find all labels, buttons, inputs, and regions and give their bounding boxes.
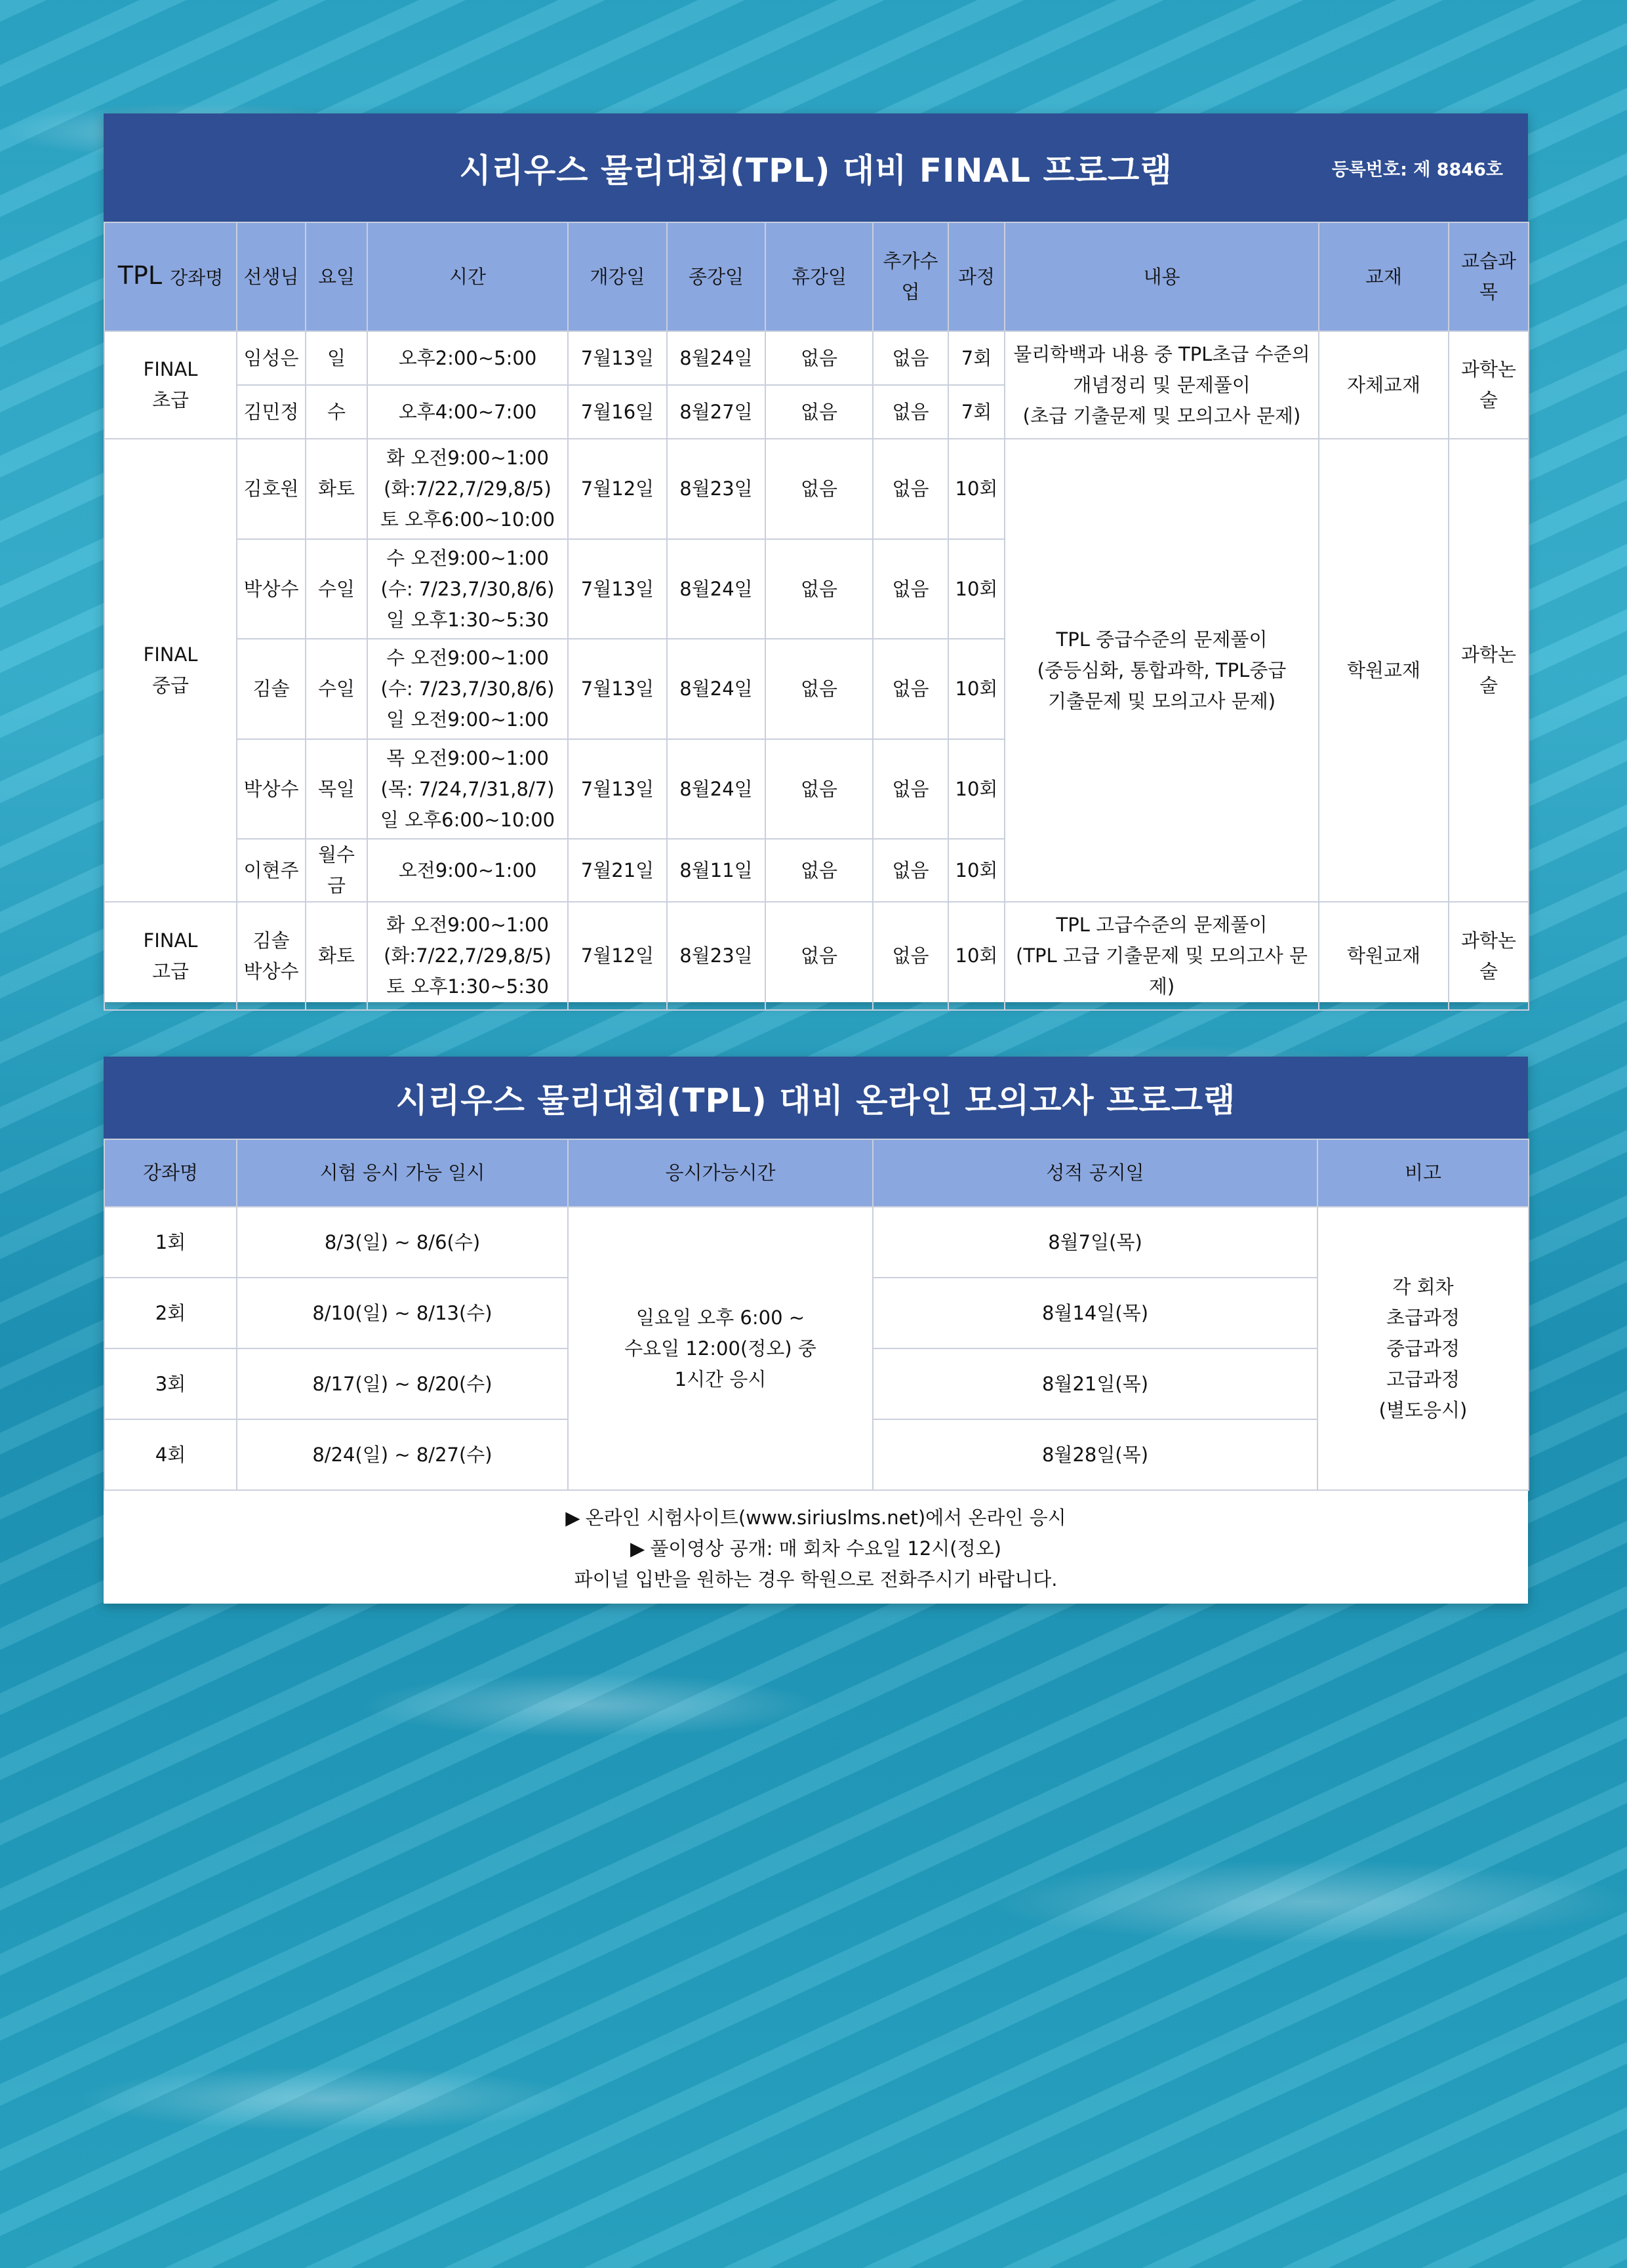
- extra-cell: 없음: [873, 839, 948, 902]
- break-cell: 없음: [765, 385, 873, 439]
- round-cell: 4회: [104, 1419, 237, 1490]
- end-date-cell: 8월24일: [667, 539, 765, 639]
- sessions-cell: 10회: [948, 902, 1005, 1010]
- start-date-cell: 7월13일: [568, 739, 667, 839]
- online-exam-title: 시리우스 물리대회(TPL) 대비 온라인 모의고사 프로그램: [395, 1081, 1236, 1120]
- break-cell: 없음: [765, 439, 873, 539]
- online-exam-header: [104, 1057, 1528, 1139]
- subject-cell: 과학논술: [1449, 331, 1529, 439]
- header-time: 시간: [367, 222, 568, 331]
- final-table-header-row: [104, 222, 1529, 331]
- start-date-cell: 7월12일: [568, 439, 667, 539]
- end-date-cell: 8월24일: [667, 331, 765, 385]
- extra-cell: 없음: [873, 439, 948, 539]
- exam-time-cell: 일요일 오후 6:00 ~ 수요일 12:00(정오) 중 1시간 응시: [568, 1207, 873, 1490]
- note-line-site: ▶ 온라인 시험사이트(www.siriuslms.net)에서 온라인 응시: [104, 1503, 1528, 1533]
- round-cell: 1회: [104, 1207, 237, 1278]
- sessions-cell: 10회: [948, 539, 1005, 639]
- course-name-cell: FINAL 고급: [104, 902, 237, 1010]
- triangle-bullet-icon: ▶: [565, 1507, 580, 1529]
- teacher-cell: 김민정: [237, 385, 306, 439]
- table-row: [104, 902, 1529, 1010]
- extra-cell: 없음: [873, 331, 948, 385]
- end-date-cell: 8월24일: [667, 739, 765, 839]
- registration-number: 등록번호: 제 8846호: [1331, 159, 1503, 180]
- header-book: 교재: [1319, 222, 1449, 331]
- table-row: [104, 439, 1529, 539]
- header-exam-time: 응시가능시간: [568, 1139, 873, 1207]
- end-date-cell: 8월23일: [667, 902, 765, 1010]
- header-exam-period: 시험 응시 가능 일시: [237, 1139, 568, 1207]
- extra-cell: 없음: [873, 639, 948, 739]
- extra-cell: 없음: [873, 902, 948, 1010]
- end-date-cell: 8월24일: [667, 639, 765, 739]
- exam-period-cell: 8/24(일) ~ 8/27(수): [237, 1419, 568, 1490]
- day-cell: 일: [306, 331, 367, 385]
- content-cell: TPL 고급수준의 문제풀이 (TPL 고급 기출문제 및 모의고사 문제): [1005, 902, 1319, 1010]
- exam-period-cell: 8/3(일) ~ 8/6(수): [237, 1207, 568, 1278]
- result-date-cell: 8월7일(목): [873, 1207, 1317, 1278]
- final-program-title: 시리우스 물리대회(TPL) 대비 FINAL 프로그램: [459, 151, 1173, 190]
- subject-cell: 과학논술: [1449, 902, 1529, 1010]
- end-date-cell: 8월27일: [667, 385, 765, 439]
- header-course: 강좌명: [104, 1139, 237, 1207]
- start-date-cell: 7월12일: [568, 902, 667, 1010]
- header-day: 요일: [306, 222, 367, 331]
- exam-period-cell: 8/17(일) ~ 8/20(수): [237, 1348, 568, 1419]
- teacher-cell: 김호원: [237, 439, 306, 539]
- triangle-bullet-icon: ▶: [630, 1537, 645, 1560]
- day-cell: 수: [306, 385, 367, 439]
- teacher-cell: 김솔 박상수: [237, 902, 306, 1010]
- sessions-cell: 7회: [948, 385, 1005, 439]
- header-teacher: 선생님: [237, 222, 306, 331]
- final-program-panel: [104, 113, 1528, 1002]
- time-cell: 화 오전9:00~1:00 (화:7/22,7/29,8/5) 토 오후1:30~5:30: [367, 902, 568, 1010]
- day-cell: 화토: [306, 439, 367, 539]
- teacher-cell: 임성은: [237, 331, 306, 385]
- content-cell: TPL 중급수준의 문제풀이 (중등심화, 통합과학, TPL중급 기출문제 및 모의고사 문제): [1005, 439, 1319, 902]
- book-cell: 학원교재: [1319, 439, 1449, 902]
- break-cell: 없음: [765, 739, 873, 839]
- day-cell: 월수금: [306, 839, 367, 902]
- header-remark: 비고: [1317, 1139, 1529, 1207]
- online-exam-notes: [104, 1491, 1528, 1607]
- start-date-cell: 7월16일: [568, 385, 667, 439]
- header-break-date: 휴강일: [765, 222, 873, 331]
- start-date-cell: 7월13일: [568, 539, 667, 639]
- table-row: [104, 1207, 1529, 1278]
- break-cell: 없음: [765, 839, 873, 902]
- teacher-cell: 이현주: [237, 839, 306, 902]
- book-cell: 자체교재: [1319, 331, 1449, 439]
- start-date-cell: 7월21일: [568, 839, 667, 902]
- note-line-contact: 파이널 입반을 원하는 경우 학원으로 전화주시기 바랍니다.: [574, 1568, 1058, 1590]
- remark-cell: 각 회차 초급과정 중급과정 고급과정 (별도응시): [1317, 1207, 1529, 1490]
- header-course: TPL 강좌명: [104, 222, 237, 331]
- break-cell: 없음: [765, 639, 873, 739]
- course-name-cell: FINAL 초급: [104, 331, 237, 439]
- result-date-cell: 8월21일(목): [873, 1348, 1317, 1419]
- subject-cell: 과학논술: [1449, 439, 1529, 902]
- header-result-date: 성적 공지일: [873, 1139, 1317, 1207]
- sessions-cell: 10회: [948, 439, 1005, 539]
- final-program-table: [104, 222, 1529, 1011]
- start-date-cell: 7월13일: [568, 331, 667, 385]
- time-cell: 수 오전9:00~1:00 (수: 7/23,7/30,8/6) 일 오후1:30~5:30: [367, 539, 568, 639]
- time-cell: 화 오전9:00~1:00 (화:7/22,7/29,8/5) 토 오후6:00~10:00: [367, 439, 568, 539]
- break-cell: 없음: [765, 902, 873, 1010]
- book-cell: 학원교재: [1319, 902, 1449, 1010]
- time-cell: 오전9:00~1:00: [367, 839, 568, 902]
- end-date-cell: 8월23일: [667, 439, 765, 539]
- extra-cell: 없음: [873, 739, 948, 839]
- teacher-cell: 김솔: [237, 639, 306, 739]
- time-cell: 오후2:00~5:00: [367, 331, 568, 385]
- sessions-cell: 10회: [948, 639, 1005, 739]
- final-program-header: [104, 113, 1528, 222]
- time-cell: 오후4:00~7:00: [367, 385, 568, 439]
- course-name-cell: FINAL 중급: [104, 439, 237, 902]
- online-table-header-row: [104, 1139, 1529, 1207]
- table-row: [104, 331, 1529, 385]
- sessions-cell: 10회: [948, 839, 1005, 902]
- online-exam-table: [104, 1139, 1529, 1491]
- day-cell: 목일: [306, 739, 367, 839]
- header-end-date: 종강일: [667, 222, 765, 331]
- extra-cell: 없음: [873, 539, 948, 639]
- header-start-date: 개강일: [568, 222, 667, 331]
- header-subject: 교습과목: [1449, 222, 1529, 331]
- time-cell: 목 오전9:00~1:00 (목: 7/24,7/31,8/7) 일 오후6:00~10:00: [367, 739, 568, 839]
- day-cell: 수일: [306, 539, 367, 639]
- teacher-cell: 박상수: [237, 739, 306, 839]
- result-date-cell: 8월14일(목): [873, 1278, 1317, 1348]
- round-cell: 3회: [104, 1348, 237, 1419]
- header-extra-class: 추가수업: [873, 222, 948, 331]
- start-date-cell: 7월13일: [568, 639, 667, 739]
- exam-period-cell: 8/10(일) ~ 8/13(수): [237, 1278, 568, 1348]
- time-cell: 수 오전9:00~1:00 (수: 7/23,7/30,8/6) 일 오전9:00~1:00: [367, 639, 568, 739]
- day-cell: 화토: [306, 902, 367, 1010]
- break-cell: 없음: [765, 331, 873, 385]
- note-line-video: ▶ 풀이영상 공개: 매 회차 수요일 12시(정오): [104, 1533, 1528, 1564]
- content-cell: 물리학백과 내용 중 TPL초급 수준의 개념정리 및 문제풀이 (초급 기출문제 및 모의고사 문제): [1005, 331, 1319, 439]
- break-cell: 없음: [765, 539, 873, 639]
- extra-cell: 없음: [873, 385, 948, 439]
- day-cell: 수일: [306, 639, 367, 739]
- header-sessions: 과정: [948, 222, 1005, 331]
- sessions-cell: 10회: [948, 739, 1005, 839]
- round-cell: 2회: [104, 1278, 237, 1348]
- sessions-cell: 7회: [948, 331, 1005, 385]
- teacher-cell: 박상수: [237, 539, 306, 639]
- online-exam-panel: [104, 1057, 1528, 1604]
- result-date-cell: 8월28일(목): [873, 1419, 1317, 1490]
- header-content: 내용: [1005, 222, 1319, 331]
- end-date-cell: 8월11일: [667, 839, 765, 902]
